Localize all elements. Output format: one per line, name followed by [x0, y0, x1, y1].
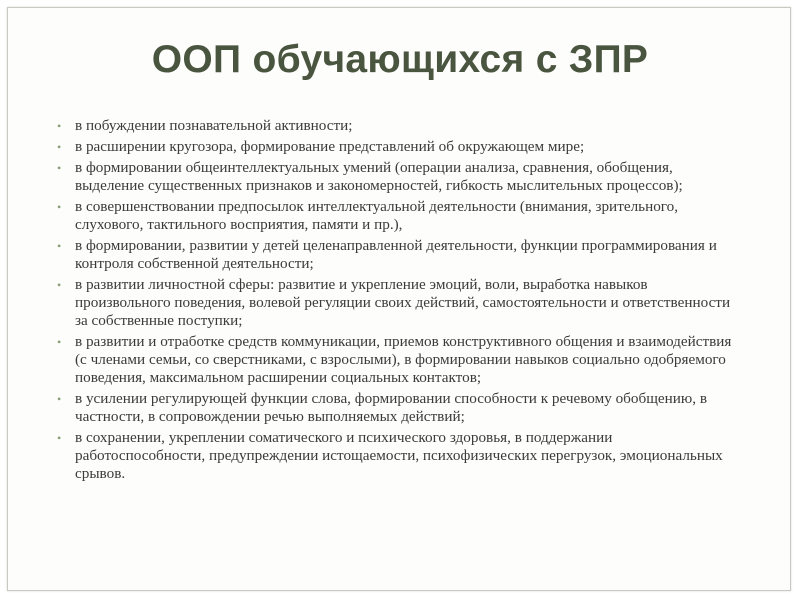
bullet-dot-icon: •	[57, 392, 62, 406]
slide-title: ООП обучающихся с ЗПР	[151, 38, 649, 81]
bullet-dot-icon: •	[57, 334, 62, 349]
list-item	[57, 333, 737, 388]
list-item-text: в формировании общеинтеллектуальных умений (операции анализа, сравнения, обобщения, выделение существенных признаков и закономерностей, гибкость мыслительных процессов);	[75, 158, 683, 194]
list-item	[57, 429, 737, 484]
list-item	[57, 117, 737, 135]
bullet-dot-icon: •	[57, 199, 62, 214]
bullet-dot-icon: •	[57, 119, 62, 133]
bullet-dot-icon: •	[57, 160, 62, 175]
list-item-text: в формировании, развитии у детей целенаправленной деятельности, функции программирования и контроля собственной деятельности;	[75, 236, 717, 272]
list-item-text: в совершенствовании предпосылок интеллектуальной деятельности (внимания, зрительного, слухового, тактильного восприятия, памяти и пр.),	[75, 197, 679, 233]
list-item-text: в побуждении познавательной активности;	[75, 117, 353, 134]
bullet-list	[57, 117, 737, 486]
bullet-dot-icon: •	[57, 277, 62, 292]
list-item-text: в усилении регулирующей функции слова, формировании способности к речевому обобщению, в частности, в сопровождении речью выполняемых действий;	[75, 390, 708, 426]
list-item-text: в развитии и отработке средств коммуникации, приемов конструктивного общения и взаимодействия (с членами семьи, со сверстниками, с взрослыми), в формировании навыков социально одобряемого поведения, максимальном расширении социальных контактов;	[75, 332, 732, 387]
list-item	[57, 276, 737, 331]
list-item-text: в расширении кругозора, формирование представлений об окружающем мире;	[75, 137, 585, 155]
list-item	[57, 159, 737, 195]
list-item	[57, 138, 737, 156]
list-item	[57, 198, 737, 234]
bullet-dot-icon: •	[57, 238, 62, 253]
list-item-text: в сохранении, укреплении соматического и психического здоровья, в поддержании работоспособности, предупреждении истощаемости, психофизических перегрузок, эмоциональных срывов.	[75, 429, 723, 483]
list-item	[57, 390, 737, 426]
bullet-dot-icon: •	[57, 139, 62, 154]
bullet-dot-icon: •	[57, 431, 62, 445]
list-item-text: в развитии личностной сферы: развитие и укрепление эмоций, воли, выработка навыков произвольного поведения, волевой регуляции своих действий, самостоятельности и ответственности за собственные поступки;	[75, 275, 731, 329]
list-item	[57, 237, 737, 273]
